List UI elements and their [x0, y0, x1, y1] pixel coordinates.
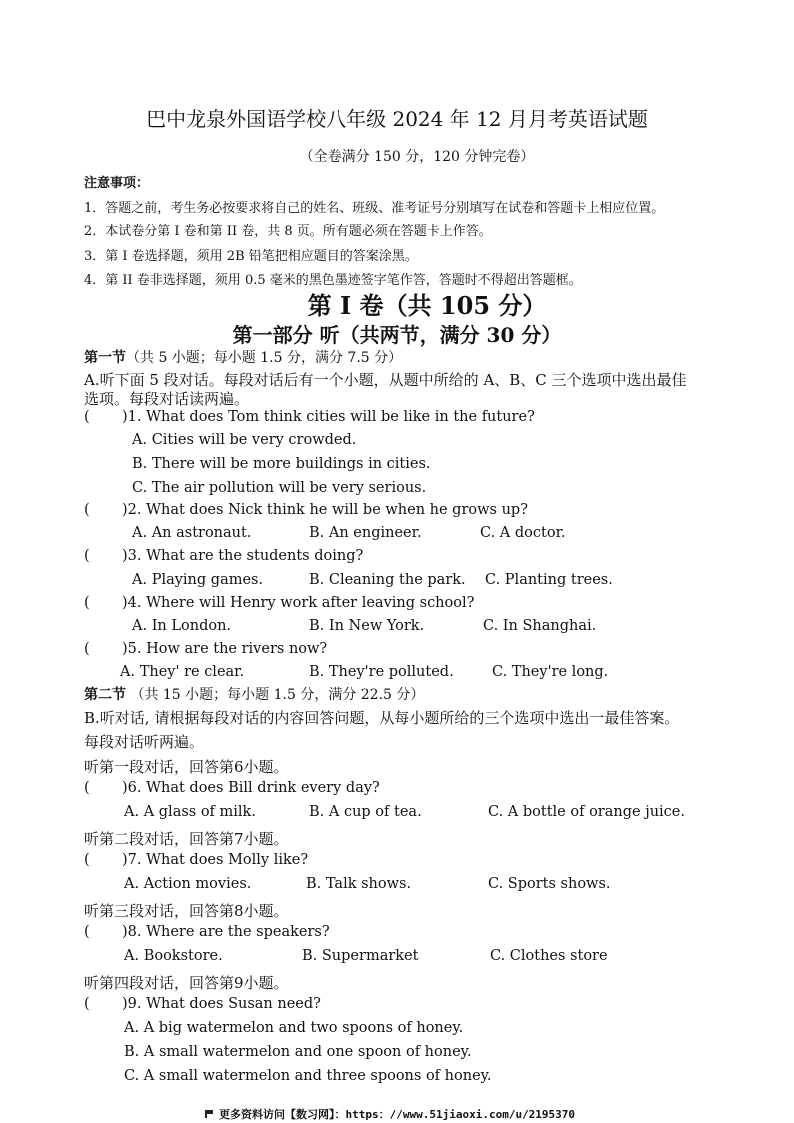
footer-link[interactable]: [205, 1106, 575, 1122]
option-c: C. Planting trees.: [485, 572, 613, 588]
option-a: A. Action movies.: [124, 876, 252, 892]
question-text: )5. How are the rivers now?: [122, 641, 328, 657]
question-text: )3. What are the students doing?: [122, 548, 364, 564]
answer-paren: (: [84, 641, 90, 657]
exam-title: 巴中龙泉外国语学校八年级 2024 年 12 月月考英语试题: [146, 107, 648, 131]
question-7: [84, 852, 308, 868]
question-text: )7. What does Molly like?: [122, 852, 309, 868]
answer-paren: (: [84, 548, 90, 564]
notes-heading: 注意事项：: [84, 176, 150, 191]
question-text: )1. What does Tom think cities will be like in the future?: [122, 409, 535, 425]
option-a: A. They' re clear.: [120, 664, 245, 680]
section1-instruction: 选项。每段对话读两遍。: [84, 390, 250, 408]
option-b: B. Talk shows.: [306, 876, 412, 892]
section1-info: （共 5 小题；每小题 1.5 分，满分 7.5 分）: [126, 350, 403, 366]
question-8: [84, 924, 330, 940]
dialog-prompt: 听第一段对话，回答第6小题。: [84, 758, 289, 776]
dialog-prompt: 听第四段对话，回答第9小题。: [84, 974, 289, 992]
question-text: )9. What does Susan need?: [122, 996, 321, 1012]
question-text: )6. What does Bill drink every day?: [122, 780, 380, 796]
note-item: 1．答题之前，考生务必按要求将自己的姓名、班级、准考证号分别填写在试卷和答题卡上相应位置。: [84, 201, 665, 216]
volume-title: 第 I 卷（共 105 分）: [307, 291, 547, 320]
answer-paren: (: [84, 780, 90, 796]
note-item: 2．本试卷分第 I 卷和第 II 卷，共 8 页。所有题必须在答题卡上作答。: [84, 224, 492, 239]
dialog-prompt: 听第二段对话，回答第7小题。: [84, 830, 289, 848]
question-2: [84, 502, 528, 518]
section2-instruction: 每段对话听两遍。: [84, 733, 205, 751]
question-9: [84, 996, 321, 1012]
option-b: B. An engineer.: [309, 525, 422, 541]
option-b: B. A cup of tea.: [309, 804, 422, 820]
section2-heading: 第二节: [84, 687, 126, 703]
option-a: A. Playing games.: [132, 572, 264, 588]
option-c: C. A doctor.: [480, 525, 566, 541]
question-4: [84, 595, 474, 611]
question-6: [84, 780, 380, 796]
question-text: )8. Where are the speakers?: [122, 924, 330, 940]
option-c: C. The air pollution will be very serious.: [132, 480, 427, 496]
part-title: 第一部分 听（共两节，满分 30 分）: [232, 323, 562, 347]
section1-heading: 第一节: [84, 350, 126, 366]
option-c: C. In Shanghai.: [483, 618, 597, 634]
question-3: [84, 548, 363, 564]
section2-header: [84, 684, 424, 704]
option-b: B. In New York.: [309, 618, 425, 634]
answer-paren: (: [84, 924, 90, 940]
option-a: A. A big watermelon and two spoons of honey.: [124, 1020, 464, 1036]
option-b: B. Cleaning the park.: [309, 572, 466, 588]
question-1: [84, 409, 535, 425]
footer-text: 更多资料访问【数习网】：https：//www.51jiaoxi.com/u/2195370: [219, 1108, 576, 1121]
section2-instruction: B.听对话, 请根据每段对话的内容回答问题，从每小题所给的三个选项中选出一最佳答案。: [84, 709, 680, 727]
option-c: C. A small watermelon and three spoons of honey.: [124, 1068, 492, 1084]
note-item: 4．第 II 卷非选择题，须用 0.5 毫米的黑色墨迹签字笔作答，答题时不得超出答题框。: [84, 273, 582, 288]
question-text: )4. Where will Henry work after leaving school?: [122, 595, 475, 611]
option-c: C. Clothes store: [490, 948, 608, 964]
option-b: B. A small watermelon and one spoon of honey.: [124, 1044, 472, 1060]
option-a: A. Bookstore.: [124, 948, 223, 964]
option-a: A. An astronaut.: [132, 525, 252, 541]
answer-paren: (: [84, 996, 90, 1012]
answer-paren: (: [84, 502, 90, 518]
exam-subtitle: （全卷满分 150 分，120 分钟完卷）: [299, 149, 535, 165]
option-b: B. Supermarket: [302, 948, 419, 964]
option-b: B. They're polluted.: [309, 664, 454, 680]
option-c: C. A bottle of orange juice.: [488, 804, 685, 820]
answer-paren: (: [84, 595, 90, 611]
option-c: C. They're long.: [492, 664, 609, 680]
dialog-prompt: 听第三段对话，回答第8小题。: [84, 902, 289, 920]
section1-instruction: A.听下面 5 段对话。每段对话后有一个小题，从题中所给的 A、B、C 三个选项中选出最佳: [84, 371, 687, 389]
question-text: )2. What does Nick think he will be when he grows up?: [122, 502, 528, 518]
note-item: 3．第 I 卷选择题，须用 2B 铅笔把相应题目的答案涂黑。: [84, 249, 418, 264]
option-c: C. Sports shows.: [488, 876, 611, 892]
answer-paren: (: [84, 852, 90, 868]
option-a: A. In London.: [132, 618, 232, 634]
section2-info: （共 15 小题；每小题 1.5 分，满分 22.5 分）: [126, 687, 425, 703]
option-b: B. There will be more buildings in cities.: [132, 456, 431, 472]
option-a: A. Cities will be very crowded.: [132, 432, 357, 448]
option-a: A. A glass of milk.: [124, 804, 256, 820]
question-5: [84, 641, 327, 657]
section1-header: [84, 347, 402, 367]
flag-icon: [205, 1110, 214, 1118]
answer-paren: (: [84, 409, 90, 425]
